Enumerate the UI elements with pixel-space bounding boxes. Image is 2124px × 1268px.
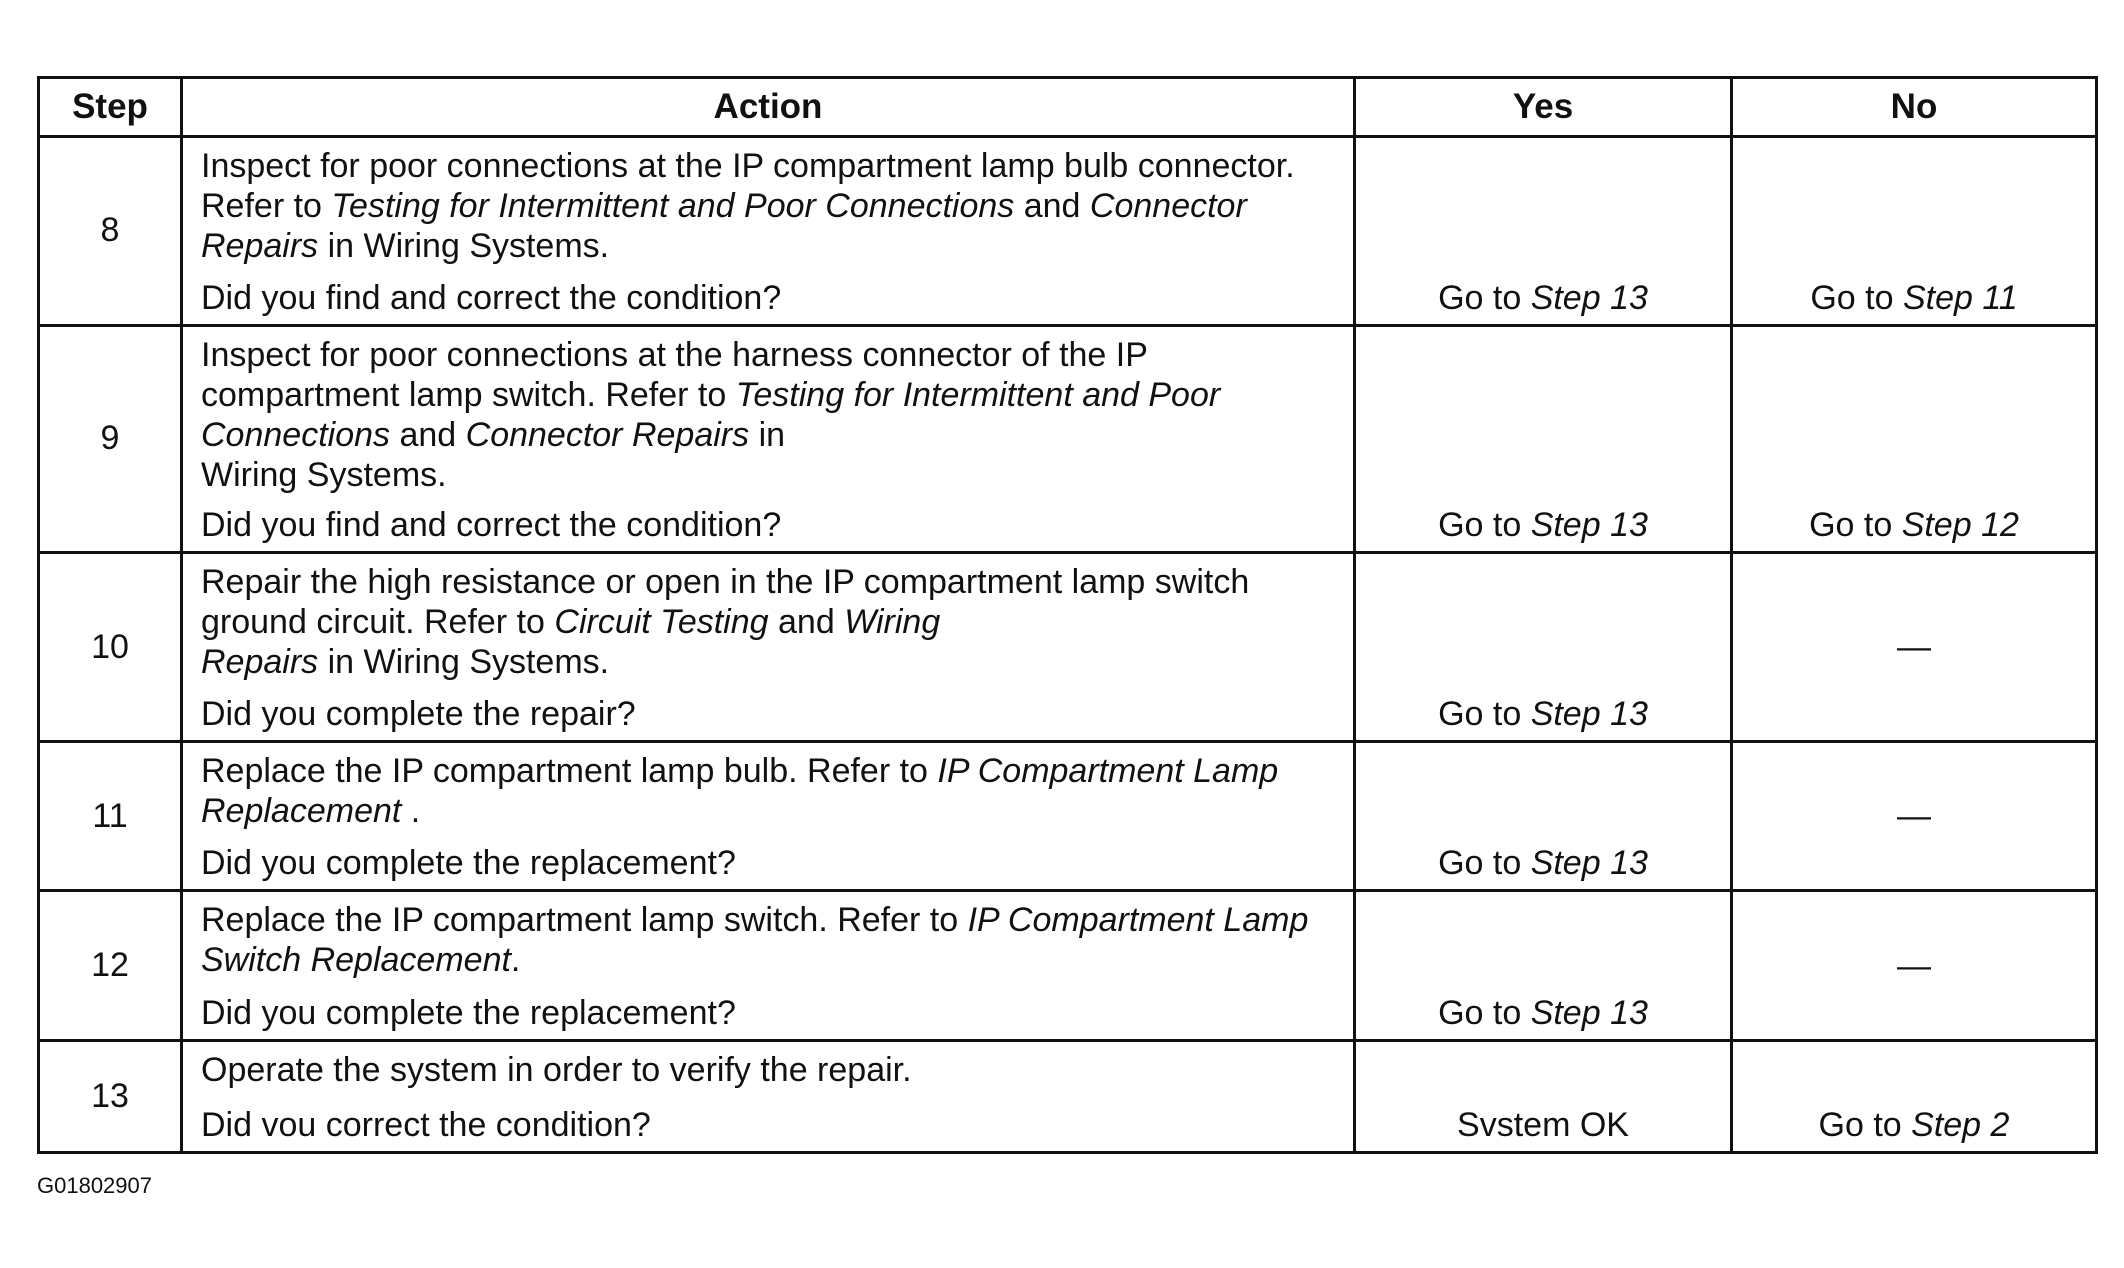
no-result bbox=[1732, 891, 2097, 1040]
action-text: Replace the IP compartment lamp switch. Refer to bbox=[201, 901, 968, 940]
no-text: Go to bbox=[1818, 1106, 1912, 1144]
figure-code: G01802907 bbox=[37, 1173, 152, 1198]
step-number: 11 bbox=[39, 741, 182, 890]
action-description bbox=[201, 751, 1335, 831]
no-text: Go to bbox=[1810, 278, 1903, 317]
yes-text: Step 13 bbox=[1530, 694, 1648, 733]
yes-result bbox=[1355, 891, 1732, 1040]
no-text: — bbox=[1897, 946, 1931, 985]
yes-text: Go to bbox=[1438, 278, 1531, 317]
yes-result bbox=[1355, 741, 1732, 890]
action-text: and bbox=[1014, 187, 1090, 225]
action-text: Inspect for poor connections at the IP compartment lamp bulb connector. Refer to bbox=[201, 147, 1295, 225]
yes-text: Step 13 bbox=[1530, 844, 1648, 883]
step-number: 13 bbox=[39, 1040, 182, 1152]
step-number: 10 bbox=[39, 553, 182, 742]
no-text: Step 11 bbox=[1902, 278, 2018, 317]
no-result bbox=[1732, 741, 2097, 890]
action-cell bbox=[182, 553, 1355, 742]
action-description bbox=[201, 146, 1335, 266]
yes-result bbox=[1355, 553, 1732, 742]
no-text: — bbox=[1897, 628, 1931, 666]
yes-text: Go to bbox=[1438, 506, 1531, 545]
diagnostic-table bbox=[37, 76, 2098, 1154]
action-description bbox=[201, 900, 1335, 980]
table-row bbox=[39, 1040, 2097, 1152]
no-result bbox=[1732, 325, 2097, 552]
action-text: Wiring bbox=[844, 603, 941, 642]
no-text: — bbox=[1897, 797, 1931, 836]
table-row bbox=[39, 891, 2097, 1040]
action-text: Inspect for poor connections at the harness connector of the IP compartment lamp switch. Refer to bbox=[201, 335, 1148, 414]
action-text: Repairs bbox=[201, 643, 319, 682]
action-cell bbox=[182, 1040, 1355, 1152]
header-action: Action bbox=[182, 78, 1355, 137]
yes-text: Go to bbox=[1438, 694, 1531, 733]
yes-result bbox=[1355, 325, 1732, 552]
step-number: 9 bbox=[39, 325, 182, 552]
action-text: Repair the high resistance or open in the IP compartment lamp switch ground circuit. Refer to bbox=[201, 563, 1250, 642]
table-row bbox=[39, 553, 2097, 742]
action-text: Testing for Intermittent and Poor Connections bbox=[201, 375, 1221, 454]
action-text: Testing for Intermittent and Poor Connections bbox=[331, 187, 1015, 225]
action-question: Did you find and correct the condition? bbox=[201, 506, 782, 545]
header-yes: Yes bbox=[1355, 78, 1732, 137]
no-result bbox=[1732, 553, 2097, 742]
action-cell bbox=[182, 891, 1355, 1040]
action-cell bbox=[182, 137, 1355, 326]
yes-text: Step 13 bbox=[1530, 993, 1648, 1032]
yes-text: Step 13 bbox=[1530, 278, 1648, 317]
no-result bbox=[1732, 137, 2097, 326]
action-text: IP Compartment Lamp Switch Replacement bbox=[201, 901, 1309, 980]
yes-text: Go to bbox=[1438, 993, 1531, 1032]
table-header-row bbox=[39, 78, 2097, 137]
action-text: . bbox=[401, 791, 421, 830]
header-step: Step bbox=[39, 78, 182, 137]
no-text: Go to bbox=[1809, 506, 1902, 545]
action-text: in bbox=[749, 415, 786, 454]
step-number: 8 bbox=[39, 137, 182, 326]
no-text: Step 12 bbox=[1901, 506, 2019, 545]
action-text: and bbox=[768, 603, 845, 642]
action-description bbox=[201, 562, 1335, 682]
yes-text: Go to bbox=[1438, 844, 1531, 883]
step-number: 12 bbox=[39, 891, 182, 1040]
no-text: Step 2 bbox=[1911, 1106, 2010, 1144]
action-text: Connector Repairs bbox=[201, 187, 1247, 265]
table-body bbox=[39, 137, 2097, 1153]
yes-result bbox=[1355, 137, 1732, 326]
action-question: Did you complete the repair? bbox=[201, 694, 636, 733]
yes-text: Step 13 bbox=[1530, 506, 1648, 545]
no-result bbox=[1732, 1040, 2097, 1152]
action-text: Circuit Testing bbox=[554, 603, 769, 642]
action-text: in Wiring Systems. bbox=[318, 643, 610, 682]
action-text: Operate the system in order to verify the repair. bbox=[201, 1050, 912, 1089]
table-row bbox=[39, 741, 2097, 890]
action-question: Did you find and correct the condition? bbox=[201, 278, 782, 317]
action-description bbox=[201, 335, 1335, 495]
action-text: Connector Repairs bbox=[465, 415, 750, 454]
action-cell bbox=[182, 325, 1355, 552]
action-text: Wiring Systems. bbox=[201, 455, 447, 494]
action-text: in Wiring Systems. bbox=[318, 227, 610, 265]
header-no: No bbox=[1732, 78, 2097, 137]
table-row bbox=[39, 137, 2097, 326]
yes-text: Svstem OK bbox=[1457, 1106, 1629, 1144]
action-text: . bbox=[510, 941, 521, 980]
action-text: Replace the IP compartment lamp bulb. Refer to bbox=[201, 751, 938, 790]
table-row bbox=[39, 325, 2097, 552]
action-cell bbox=[182, 741, 1355, 890]
action-question: Did vou correct the condition? bbox=[201, 1106, 651, 1144]
action-text: IP Compartment Lamp Replacement bbox=[201, 751, 1279, 830]
yes-result bbox=[1355, 1040, 1732, 1152]
action-description bbox=[201, 1050, 1335, 1090]
action-question: Did you complete the replacement? bbox=[201, 993, 736, 1032]
action-text: and bbox=[390, 415, 466, 454]
action-question: Did you complete the replacement? bbox=[201, 844, 736, 883]
